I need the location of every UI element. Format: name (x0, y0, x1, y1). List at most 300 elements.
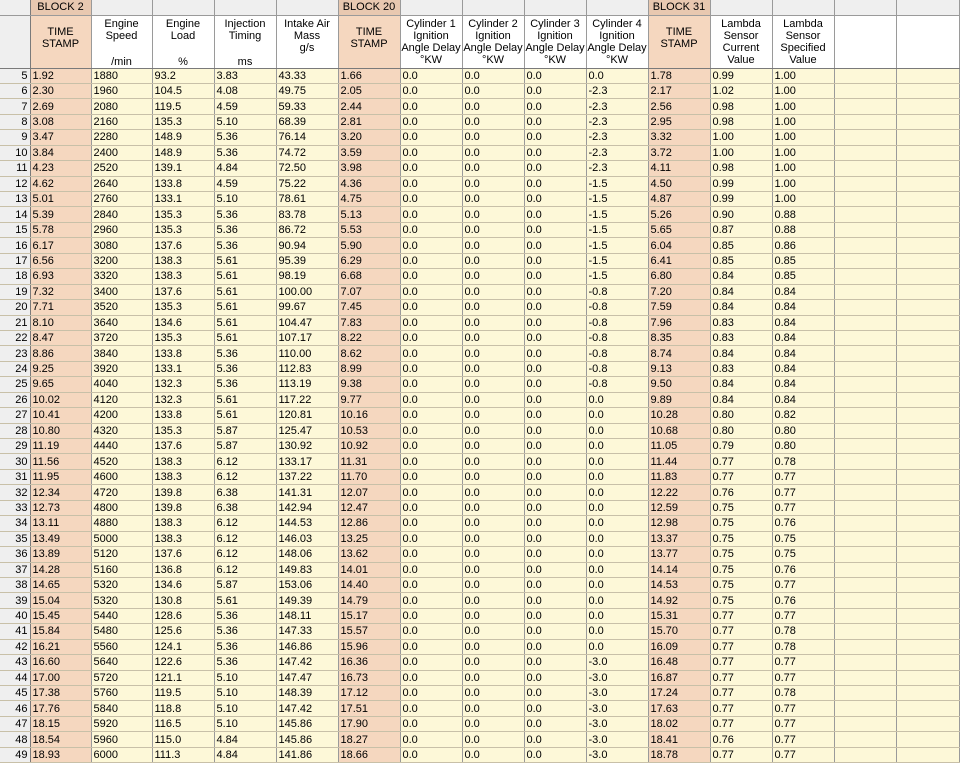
table-cell[interactable]: 1.00 (772, 192, 834, 207)
table-cell[interactable]: -3.0 (586, 732, 648, 747)
table-cell[interactable]: 0.0 (400, 392, 462, 407)
table-cell[interactable]: 43.33 (276, 68, 338, 83)
table-cell[interactable]: 133.17 (276, 454, 338, 469)
table-cell[interactable]: 11.70 (338, 469, 400, 484)
table-cell[interactable]: 0.0 (400, 547, 462, 562)
table-cell[interactable]: 0.0 (524, 361, 586, 376)
table-cell[interactable]: 0.0 (524, 562, 586, 577)
table-cell[interactable]: 0.77 (710, 655, 772, 670)
column-header[interactable] (152, 15, 214, 68)
table-cell[interactable]: 5.36 (214, 361, 276, 376)
row-number[interactable]: 16 (0, 238, 30, 253)
table-cell[interactable]: 0.0 (400, 655, 462, 670)
row-number[interactable]: 26 (0, 392, 30, 407)
table-cell[interactable]: 5960 (91, 732, 152, 747)
table-cell[interactable]: 6000 (91, 747, 152, 762)
table-cell[interactable]: 5.10 (214, 114, 276, 129)
row-number[interactable]: 35 (0, 531, 30, 546)
table-cell[interactable]: 0.0 (462, 176, 524, 191)
table-cell[interactable]: 75.22 (276, 176, 338, 191)
table-cell[interactable]: 10.68 (648, 423, 710, 438)
table-cell[interactable]: 104.47 (276, 315, 338, 330)
table-cell[interactable]: 0.0 (400, 161, 462, 176)
table-cell[interactable]: 5.10 (214, 670, 276, 685)
table-cell[interactable]: 0.76 (772, 593, 834, 608)
table-cell[interactable]: 0.77 (772, 670, 834, 685)
table-cell[interactable]: 0.0 (462, 330, 524, 345)
table-cell[interactable]: 146.03 (276, 531, 338, 546)
row-number[interactable]: 27 (0, 408, 30, 423)
empty-cell[interactable] (896, 392, 959, 407)
table-cell[interactable]: 18.93 (30, 747, 91, 762)
table-cell[interactable]: 0.80 (772, 423, 834, 438)
table-cell[interactable]: 15.04 (30, 593, 91, 608)
table-cell[interactable]: 4.08 (214, 83, 276, 98)
table-cell[interactable]: 3.08 (30, 114, 91, 129)
table-cell[interactable]: 90.94 (276, 238, 338, 253)
empty-cell[interactable] (896, 68, 959, 83)
empty-cell[interactable] (896, 639, 959, 654)
table-cell[interactable]: 0.0 (400, 145, 462, 160)
row-number[interactable]: 8 (0, 114, 30, 129)
table-cell[interactable]: 3200 (91, 253, 152, 268)
table-cell[interactable]: 0.77 (710, 639, 772, 654)
table-cell[interactable]: -1.5 (586, 269, 648, 284)
empty-cell[interactable] (834, 361, 896, 376)
table-cell[interactable]: 7.96 (648, 315, 710, 330)
table-cell[interactable]: 3.20 (338, 130, 400, 145)
empty-cell[interactable] (896, 238, 959, 253)
table-cell[interactable]: -0.8 (586, 300, 648, 315)
column-header[interactable] (91, 15, 152, 68)
table-cell[interactable]: 0.0 (524, 161, 586, 176)
table-cell[interactable]: 1960 (91, 83, 152, 98)
table-cell[interactable]: 0.0 (462, 161, 524, 176)
table-cell[interactable]: 18.66 (338, 747, 400, 762)
row-number[interactable]: 40 (0, 608, 30, 623)
table-cell[interactable]: 5.01 (30, 192, 91, 207)
table-cell[interactable]: 0.0 (400, 670, 462, 685)
table-cell[interactable]: 125.6 (152, 624, 214, 639)
table-cell[interactable]: 0.0 (400, 439, 462, 454)
table-cell[interactable]: 6.29 (338, 253, 400, 268)
table-cell[interactable]: 0.0 (524, 192, 586, 207)
table-cell[interactable]: 83.78 (276, 207, 338, 222)
empty-cell[interactable] (896, 83, 959, 98)
table-cell[interactable]: 148.11 (276, 608, 338, 623)
table-cell[interactable]: 0.80 (710, 423, 772, 438)
table-cell[interactable]: 0.78 (772, 686, 834, 701)
table-cell[interactable]: 0.86 (772, 238, 834, 253)
table-cell[interactable]: 0.0 (524, 377, 586, 392)
table-cell[interactable]: 7.45 (338, 300, 400, 315)
table-cell[interactable]: 0.0 (462, 114, 524, 129)
table-cell[interactable]: 0.0 (586, 423, 648, 438)
table-cell[interactable]: 0.0 (400, 716, 462, 731)
table-cell[interactable]: 0.87 (710, 222, 772, 237)
table-cell[interactable]: 130.92 (276, 439, 338, 454)
table-cell[interactable]: 142.94 (276, 500, 338, 515)
empty-cell[interactable] (896, 253, 959, 268)
table-cell[interactable]: 0.0 (400, 562, 462, 577)
table-cell[interactable]: 0.0 (524, 408, 586, 423)
table-cell[interactable]: 149.83 (276, 562, 338, 577)
empty-cell[interactable] (834, 485, 896, 500)
row-number[interactable]: 21 (0, 315, 30, 330)
table-cell[interactable]: 3400 (91, 284, 152, 299)
block-header-cell[interactable] (462, 0, 524, 15)
row-number[interactable]: 49 (0, 747, 30, 762)
empty-cell[interactable] (896, 732, 959, 747)
table-cell[interactable]: 117.22 (276, 392, 338, 407)
table-cell[interactable]: 13.89 (30, 547, 91, 562)
column-header[interactable] (710, 15, 772, 68)
table-cell[interactable]: 0.77 (772, 747, 834, 762)
empty-cell[interactable] (896, 547, 959, 562)
row-number[interactable]: 41 (0, 624, 30, 639)
table-cell[interactable]: -1.5 (586, 192, 648, 207)
table-cell[interactable]: 138.3 (152, 454, 214, 469)
block-header-cell[interactable] (400, 0, 462, 15)
table-cell[interactable]: 6.12 (214, 516, 276, 531)
table-cell[interactable]: 1.00 (772, 114, 834, 129)
table-cell[interactable]: 16.21 (30, 639, 91, 654)
table-cell[interactable]: 0.77 (710, 454, 772, 469)
table-cell[interactable]: 13.49 (30, 531, 91, 546)
table-cell[interactable]: -2.3 (586, 161, 648, 176)
table-cell[interactable]: 0.84 (710, 284, 772, 299)
block-header-cell[interactable] (896, 0, 959, 15)
table-cell[interactable]: 0.0 (462, 83, 524, 98)
table-cell[interactable]: 135.3 (152, 222, 214, 237)
row-number[interactable]: 44 (0, 670, 30, 685)
table-cell[interactable]: -0.8 (586, 361, 648, 376)
table-cell[interactable]: 110.00 (276, 346, 338, 361)
table-cell[interactable]: 0.0 (524, 269, 586, 284)
table-cell[interactable]: 2.05 (338, 83, 400, 98)
table-cell[interactable]: 138.3 (152, 253, 214, 268)
table-cell[interactable]: 0.83 (710, 315, 772, 330)
table-cell[interactable]: 6.12 (214, 454, 276, 469)
table-cell[interactable]: 5640 (91, 655, 152, 670)
table-cell[interactable]: 3640 (91, 315, 152, 330)
table-cell[interactable]: 1.00 (772, 130, 834, 145)
table-cell[interactable]: 0.0 (586, 516, 648, 531)
row-number[interactable]: 48 (0, 732, 30, 747)
table-cell[interactable]: 0.0 (400, 222, 462, 237)
row-number[interactable]: 13 (0, 192, 30, 207)
table-cell[interactable]: 0.0 (400, 99, 462, 114)
table-cell[interactable]: 2160 (91, 114, 152, 129)
table-cell[interactable]: 2.44 (338, 99, 400, 114)
table-cell[interactable]: 7.71 (30, 300, 91, 315)
row-number[interactable]: 14 (0, 207, 30, 222)
row-number[interactable]: 46 (0, 701, 30, 716)
table-cell[interactable]: 18.78 (648, 747, 710, 762)
table-cell[interactable]: 4800 (91, 500, 152, 515)
table-cell[interactable]: 0.79 (710, 439, 772, 454)
corner-cell[interactable] (0, 0, 30, 15)
table-cell[interactable]: 68.39 (276, 114, 338, 129)
table-cell[interactable]: -3.0 (586, 686, 648, 701)
table-cell[interactable]: 144.53 (276, 516, 338, 531)
empty-cell[interactable] (834, 593, 896, 608)
empty-cell[interactable] (834, 176, 896, 191)
table-cell[interactable]: 1.02 (710, 83, 772, 98)
table-cell[interactable]: 0.88 (772, 222, 834, 237)
empty-cell[interactable] (896, 531, 959, 546)
table-cell[interactable]: 18.27 (338, 732, 400, 747)
table-cell[interactable]: 8.74 (648, 346, 710, 361)
table-cell[interactable]: 0.0 (586, 68, 648, 83)
table-cell[interactable]: 5.61 (214, 300, 276, 315)
table-cell[interactable]: 15.31 (648, 608, 710, 623)
table-cell[interactable]: 9.25 (30, 361, 91, 376)
table-cell[interactable]: 17.12 (338, 686, 400, 701)
table-cell[interactable]: 5.36 (214, 346, 276, 361)
table-cell[interactable]: 125.47 (276, 423, 338, 438)
table-cell[interactable]: 9.13 (648, 361, 710, 376)
table-cell[interactable]: 5.61 (214, 315, 276, 330)
table-cell[interactable]: 0.83 (710, 330, 772, 345)
table-cell[interactable]: 0.75 (710, 500, 772, 515)
table-cell[interactable]: 5.10 (214, 686, 276, 701)
row-number[interactable]: 38 (0, 577, 30, 592)
table-cell[interactable]: 0.80 (772, 439, 834, 454)
table-cell[interactable]: -3.0 (586, 670, 648, 685)
table-cell[interactable]: 18.15 (30, 716, 91, 731)
table-cell[interactable]: 0.0 (586, 392, 648, 407)
table-cell[interactable]: -2.3 (586, 99, 648, 114)
table-cell[interactable]: 149.39 (276, 593, 338, 608)
table-cell[interactable]: 4.75 (338, 192, 400, 207)
table-cell[interactable]: 138.3 (152, 531, 214, 546)
table-cell[interactable]: -2.3 (586, 130, 648, 145)
table-cell[interactable]: 7.83 (338, 315, 400, 330)
table-cell[interactable]: 10.80 (30, 423, 91, 438)
row-number[interactable]: 7 (0, 99, 30, 114)
column-header[interactable] (214, 15, 276, 68)
table-cell[interactable]: 0.77 (710, 608, 772, 623)
table-cell[interactable]: 15.96 (338, 639, 400, 654)
table-cell[interactable]: 0.0 (462, 577, 524, 592)
table-cell[interactable]: 0.0 (462, 485, 524, 500)
empty-cell[interactable] (896, 207, 959, 222)
empty-cell[interactable] (834, 716, 896, 731)
table-cell[interactable]: 0.0 (400, 531, 462, 546)
table-cell[interactable]: 1.00 (772, 99, 834, 114)
table-cell[interactable]: 0.0 (400, 114, 462, 129)
empty-cell[interactable] (834, 408, 896, 423)
table-cell[interactable]: 0.0 (462, 639, 524, 654)
empty-cell[interactable] (834, 562, 896, 577)
empty-cell[interactable] (834, 547, 896, 562)
table-cell[interactable]: 138.3 (152, 516, 214, 531)
table-cell[interactable]: 0.84 (772, 300, 834, 315)
table-cell[interactable]: 76.14 (276, 130, 338, 145)
table-cell[interactable]: 0.0 (462, 207, 524, 222)
row-number[interactable]: 25 (0, 377, 30, 392)
table-cell[interactable]: 6.41 (648, 253, 710, 268)
table-cell[interactable]: 6.38 (214, 500, 276, 515)
table-cell[interactable]: 0.85 (710, 253, 772, 268)
empty-cell[interactable] (834, 284, 896, 299)
empty-cell[interactable] (896, 593, 959, 608)
table-cell[interactable]: 8.62 (338, 346, 400, 361)
table-cell[interactable]: 145.86 (276, 716, 338, 731)
table-cell[interactable]: 134.6 (152, 577, 214, 592)
table-cell[interactable]: 0.0 (400, 423, 462, 438)
empty-cell[interactable] (896, 747, 959, 762)
table-cell[interactable]: 7.32 (30, 284, 91, 299)
table-cell[interactable]: 0.0 (524, 238, 586, 253)
table-cell[interactable]: 13.25 (338, 531, 400, 546)
empty-cell[interactable] (834, 315, 896, 330)
empty-cell[interactable] (834, 377, 896, 392)
table-cell[interactable]: 0.78 (772, 624, 834, 639)
table-cell[interactable]: 16.60 (30, 655, 91, 670)
table-cell[interactable]: 11.05 (648, 439, 710, 454)
table-cell[interactable]: 141.86 (276, 747, 338, 762)
table-cell[interactable]: 1.00 (772, 68, 834, 83)
table-cell[interactable]: 0.0 (586, 624, 648, 639)
table-cell[interactable]: 16.36 (338, 655, 400, 670)
row-number[interactable]: 6 (0, 83, 30, 98)
table-cell[interactable]: 0.0 (524, 176, 586, 191)
table-cell[interactable]: 0.0 (524, 284, 586, 299)
table-cell[interactable]: 5720 (91, 670, 152, 685)
table-cell[interactable]: 4120 (91, 392, 152, 407)
table-cell[interactable]: 0.0 (524, 500, 586, 515)
table-cell[interactable]: 3.59 (338, 145, 400, 160)
table-cell[interactable]: 136.8 (152, 562, 214, 577)
table-cell[interactable]: 0.0 (586, 485, 648, 500)
table-cell[interactable]: 153.06 (276, 577, 338, 592)
table-cell[interactable]: 16.87 (648, 670, 710, 685)
table-cell[interactable]: 0.0 (400, 83, 462, 98)
block-header-cell[interactable] (276, 0, 338, 15)
table-cell[interactable]: 138.3 (152, 269, 214, 284)
table-cell[interactable]: 8.99 (338, 361, 400, 376)
table-cell[interactable]: 5.53 (338, 222, 400, 237)
table-cell[interactable]: 14.40 (338, 577, 400, 592)
table-cell[interactable]: 0.0 (586, 639, 648, 654)
table-cell[interactable]: 0.99 (710, 68, 772, 83)
table-cell[interactable]: 5.36 (214, 377, 276, 392)
table-cell[interactable]: 4.87 (648, 192, 710, 207)
table-cell[interactable]: 0.0 (524, 300, 586, 315)
table-cell[interactable]: 104.5 (152, 83, 214, 98)
table-cell[interactable]: 17.90 (338, 716, 400, 731)
table-cell[interactable]: 107.17 (276, 330, 338, 345)
table-cell[interactable]: 0.77 (710, 624, 772, 639)
block-label[interactable]: BLOCK 20 (338, 0, 400, 15)
table-cell[interactable]: 0.0 (524, 516, 586, 531)
table-cell[interactable]: 4320 (91, 423, 152, 438)
empty-cell[interactable] (896, 284, 959, 299)
table-cell[interactable]: 0.0 (462, 747, 524, 762)
table-cell[interactable]: 0.84 (772, 377, 834, 392)
table-cell[interactable]: 0.0 (462, 408, 524, 423)
table-cell[interactable]: 18.02 (648, 716, 710, 731)
table-cell[interactable]: 0.0 (586, 454, 648, 469)
table-cell[interactable]: 6.12 (214, 547, 276, 562)
row-number[interactable]: 31 (0, 469, 30, 484)
table-cell[interactable]: 0.0 (586, 577, 648, 592)
table-cell[interactable]: 7.20 (648, 284, 710, 299)
table-cell[interactable]: 112.83 (276, 361, 338, 376)
table-cell[interactable]: 6.12 (214, 469, 276, 484)
table-cell[interactable]: 135.3 (152, 207, 214, 222)
table-cell[interactable]: 0.0 (524, 469, 586, 484)
table-cell[interactable]: 0.0 (586, 531, 648, 546)
table-cell[interactable]: 128.6 (152, 608, 214, 623)
table-cell[interactable]: 0.76 (710, 732, 772, 747)
table-cell[interactable]: -0.8 (586, 315, 648, 330)
table-cell[interactable]: 0.0 (524, 624, 586, 639)
empty-cell[interactable] (834, 608, 896, 623)
table-cell[interactable]: 0.84 (772, 284, 834, 299)
table-cell[interactable]: 0.0 (586, 547, 648, 562)
table-cell[interactable]: 0.0 (524, 716, 586, 731)
table-cell[interactable]: 0.0 (462, 130, 524, 145)
table-cell[interactable]: 0.0 (524, 145, 586, 160)
table-cell[interactable]: 0.0 (462, 222, 524, 237)
table-cell[interactable]: 3720 (91, 330, 152, 345)
row-number[interactable]: 47 (0, 716, 30, 731)
table-cell[interactable]: 137.6 (152, 439, 214, 454)
table-cell[interactable]: 146.86 (276, 639, 338, 654)
table-cell[interactable]: 74.72 (276, 145, 338, 160)
table-cell[interactable]: 0.0 (524, 732, 586, 747)
table-cell[interactable]: 0.0 (524, 670, 586, 685)
table-cell[interactable]: 0.0 (462, 454, 524, 469)
column-header[interactable] (772, 15, 834, 68)
table-cell[interactable]: 0.77 (710, 469, 772, 484)
table-cell[interactable]: 0.0 (462, 68, 524, 83)
table-cell[interactable]: 2400 (91, 145, 152, 160)
table-cell[interactable]: 0.0 (462, 346, 524, 361)
column-header[interactable] (648, 15, 710, 68)
table-cell[interactable]: 0.0 (462, 547, 524, 562)
empty-cell[interactable] (834, 639, 896, 654)
table-cell[interactable]: 59.33 (276, 99, 338, 114)
table-cell[interactable]: 0.0 (524, 83, 586, 98)
table-cell[interactable]: -1.5 (586, 222, 648, 237)
table-cell[interactable]: 0.0 (524, 593, 586, 608)
table-cell[interactable]: 116.5 (152, 716, 214, 731)
table-cell[interactable]: 0.77 (710, 686, 772, 701)
empty-cell[interactable] (834, 114, 896, 129)
table-cell[interactable]: 2760 (91, 192, 152, 207)
table-cell[interactable]: 5.78 (30, 222, 91, 237)
table-cell[interactable]: 0.0 (524, 315, 586, 330)
row-number[interactable]: 23 (0, 346, 30, 361)
table-cell[interactable]: 98.19 (276, 269, 338, 284)
table-cell[interactable]: 0.0 (400, 315, 462, 330)
row-number[interactable]: 5 (0, 68, 30, 83)
table-cell[interactable]: 5.61 (214, 408, 276, 423)
table-cell[interactable]: 1.00 (772, 145, 834, 160)
table-cell[interactable]: 9.77 (338, 392, 400, 407)
block-header-cell[interactable] (214, 0, 276, 15)
table-cell[interactable]: 5.10 (214, 716, 276, 731)
table-cell[interactable]: 0.0 (400, 330, 462, 345)
table-cell[interactable]: 17.24 (648, 686, 710, 701)
table-cell[interactable]: 0.0 (400, 377, 462, 392)
table-cell[interactable]: 11.44 (648, 454, 710, 469)
empty-cell[interactable] (896, 469, 959, 484)
